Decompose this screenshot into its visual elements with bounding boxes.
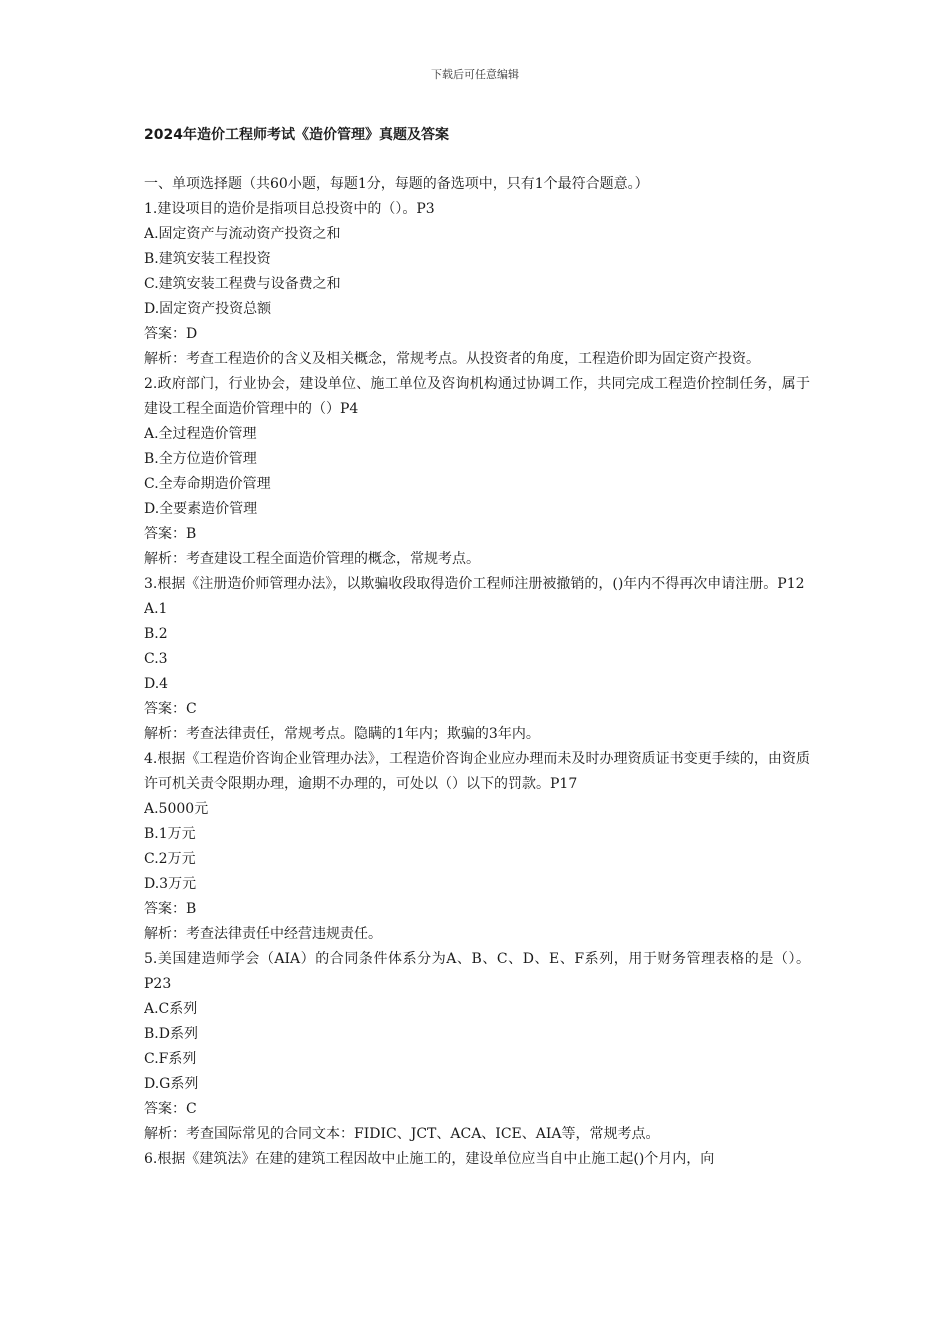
question-block — [144, 197, 810, 372]
question-stem: 3.根据《注册造价师管理办法》，以欺骗收段取得造价工程师注册被撤销的，()年内不得再次申请注册。P12 — [144, 576, 805, 592]
question-analysis: 解析：考查国际常见的合同文本：FIDIC、JCT、ACA、ICE、AIA等，常规考点。 — [144, 1126, 660, 1142]
question-option: B.全方位造价管理 — [144, 451, 257, 467]
question-option: A.C系列 — [144, 1001, 198, 1017]
question-option: B.1万元 — [144, 826, 196, 842]
question-analysis: 解析：考查法律责任中经营违规责任。 — [144, 926, 382, 942]
question-block — [144, 747, 810, 947]
question-option: A.固定资产与流动资产投资之和 — [144, 226, 341, 242]
question-answer: 答案：B — [144, 901, 197, 917]
question-option: B.建筑安装工程投资 — [144, 251, 271, 267]
question-option: C.全寿命期造价管理 — [144, 476, 271, 492]
question-stem: 4.根据《工程造价咨询企业管理办法》，工程造价咨询企业应办理而未及时办理资质证书变更手续的，由资质许可机关责令限期办理，逾期不办理的，可处以（）以下的罚款。P17 — [144, 751, 810, 792]
question-option: A.5000元 — [144, 801, 209, 817]
question-option: D.4 — [144, 676, 169, 692]
question-option: A.全过程造价管理 — [144, 426, 257, 442]
document-title: 2024年造价工程师考试《造价管理》真题及答案 — [144, 127, 449, 143]
question-option: C.F系列 — [144, 1051, 197, 1067]
question-option: B.D系列 — [144, 1026, 198, 1042]
question-option: B.2 — [144, 626, 168, 642]
question-option: D.G系列 — [144, 1076, 199, 1092]
question-answer: 答案：B — [144, 526, 197, 542]
question-option: D.全要素造价管理 — [144, 501, 258, 517]
question-option: D.3万元 — [144, 876, 197, 892]
document-body — [144, 172, 810, 1172]
question-block — [144, 572, 810, 747]
question-option: C.建筑安装工程费与设备费之和 — [144, 276, 341, 292]
question-analysis: 解析：考查法律责任，常规考点。隐瞒的1年内；欺骗的3年内。 — [144, 726, 540, 742]
question-analysis: 解析：考查建设工程全面造价管理的概念，常规考点。 — [144, 551, 480, 567]
question-answer: 答案：D — [144, 326, 198, 342]
question-stem: 2.政府部门，行业协会，建设单位、施工单位及咨询机构通过协调工作，共同完成工程造价控制任务，属于建设工程全面造价管理中的（）P4 — [144, 376, 810, 417]
question-analysis: 解析：考查工程造价的含义及相关概念，常规考点。从投资者的角度，工程造价即为固定资产投资。 — [144, 351, 760, 367]
question-stem: 6.根据《建筑法》在建的建筑工程因故中止施工的，建设单位应当自中止施工起()个月内，向 — [144, 1151, 715, 1167]
question-option: A.1 — [144, 601, 168, 617]
question-stem: 5.美国建造师学会（AIA）的合同条件体系分为A、B、C、D、E、F系列，用于财务管理表格的是（）。P23 — [144, 951, 810, 992]
question-option: C.3 — [144, 651, 168, 667]
question-stem: 1.建设项目的造价是指项目总投资中的（）。P3 — [144, 201, 435, 217]
question-block — [144, 947, 810, 1147]
section-heading: 一、单项选择题（共60小题，每题1分，每题的备选项中，只有1个最符合题意。） — [144, 176, 649, 192]
question-block — [144, 372, 810, 572]
question-option: D.固定资产投资总额 — [144, 301, 272, 317]
question-answer: 答案：C — [144, 1101, 197, 1117]
question-answer: 答案：C — [144, 701, 197, 717]
page-header: 下载后可任意编辑 — [431, 68, 519, 81]
question-option: C.2万元 — [144, 851, 196, 867]
